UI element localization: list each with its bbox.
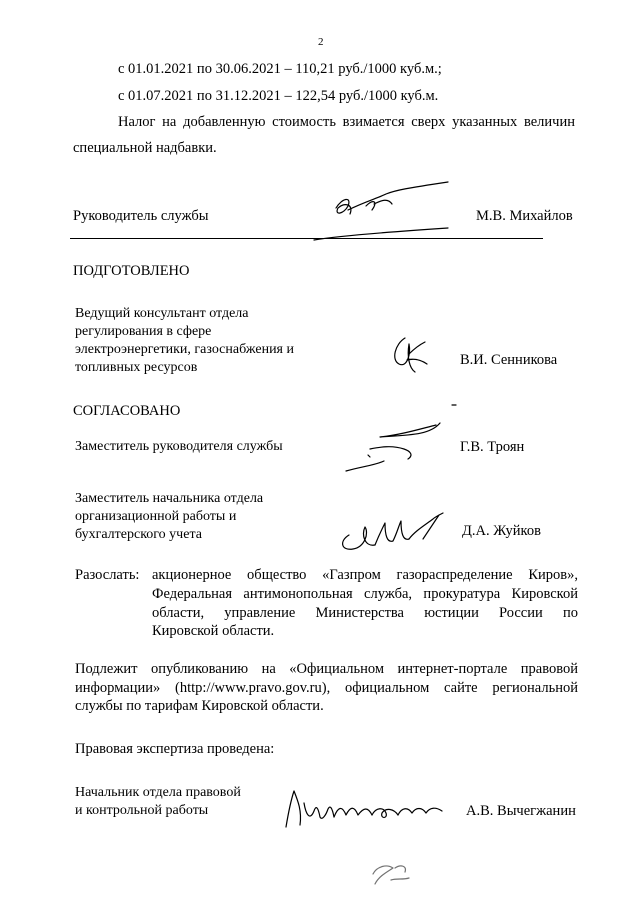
prepared-signature [385, 330, 435, 380]
deputy-chief-name: Д.А. Жуйков [462, 523, 541, 539]
distribution-line-4: Кировской области. [152, 623, 275, 639]
publication-line-1: Подлежит опубликованию на «Официальном интернет-портале правовой [75, 661, 578, 677]
publication-line-2: информации» (http://www.pravo.gov.ru), официальном сайте региональной [75, 680, 578, 696]
deputy-chief-position-line-2: организационной работы и [75, 509, 237, 524]
rate-line-1: с 01.01.2021 по 30.06.2021 – 110,21 руб./1000 куб.м.; [118, 61, 442, 77]
rate-line-2: с 01.07.2021 по 31.12.2021 – 122,54 руб./1000 куб.м. [118, 88, 439, 104]
head-title: Руководитель службы [73, 208, 209, 224]
legal-chief-name: А.В. Вычегжанин [466, 803, 576, 819]
prepared-position-line-4: топливных ресурсов [75, 360, 198, 375]
prepared-name: В.И. Сенникова [460, 352, 558, 368]
deputy-head-title: Заместитель руководителя службы [75, 439, 283, 454]
legal-chief-position-line-1: Начальник отдела правовой [75, 785, 241, 800]
distribution-line-3: области, управление Министерства юстиции России по [152, 605, 578, 621]
page-number: 2 [318, 36, 324, 48]
vat-note-line-2: специальной надбавки. [73, 140, 217, 156]
distribution-label: Разослать: [75, 567, 140, 583]
faint-mark [365, 858, 415, 888]
legal-chief-signature [280, 785, 455, 830]
deputy-chief-signature [335, 505, 450, 555]
legal-chief-position-line-2: и контрольной работы [75, 803, 209, 818]
publication-line-3: службы по тарифам Кировской области. [75, 698, 324, 714]
deputy-chief-position-line-3: бухгалтерского учета [75, 527, 202, 542]
deputy-chief-position-line-1: Заместитель начальника отдела [75, 491, 264, 506]
deputy-head-name: Г.В. Троян [460, 439, 525, 455]
head-signature [308, 180, 458, 242]
head-name: М.В. Михайлов [476, 208, 573, 224]
legal-review-heading: Правовая экспертиза проведена: [75, 741, 275, 757]
prepared-position-line-2: регулирования в сфере [75, 324, 212, 339]
signature-divider [70, 238, 543, 239]
prepared-heading: ПОДГОТОВЛЕНО [73, 263, 190, 279]
distribution-line-1: акционерное общество «Газпром газораспределение Киров», [152, 567, 578, 583]
prepared-position-line-3: электроэнергетики, газоснабжения и [75, 342, 294, 357]
agreed-heading: СОГЛАСОВАНО [73, 403, 181, 419]
prepared-position-line-1: Ведущий консультант отдела [75, 306, 249, 321]
deputy-head-signature [340, 405, 460, 473]
vat-note-line-1: Налог на добавленную стоимость взимается сверх указанных величин [118, 114, 575, 130]
distribution-line-2: Федеральная антимонопольная служба, прокуратура Кировской [152, 586, 578, 602]
